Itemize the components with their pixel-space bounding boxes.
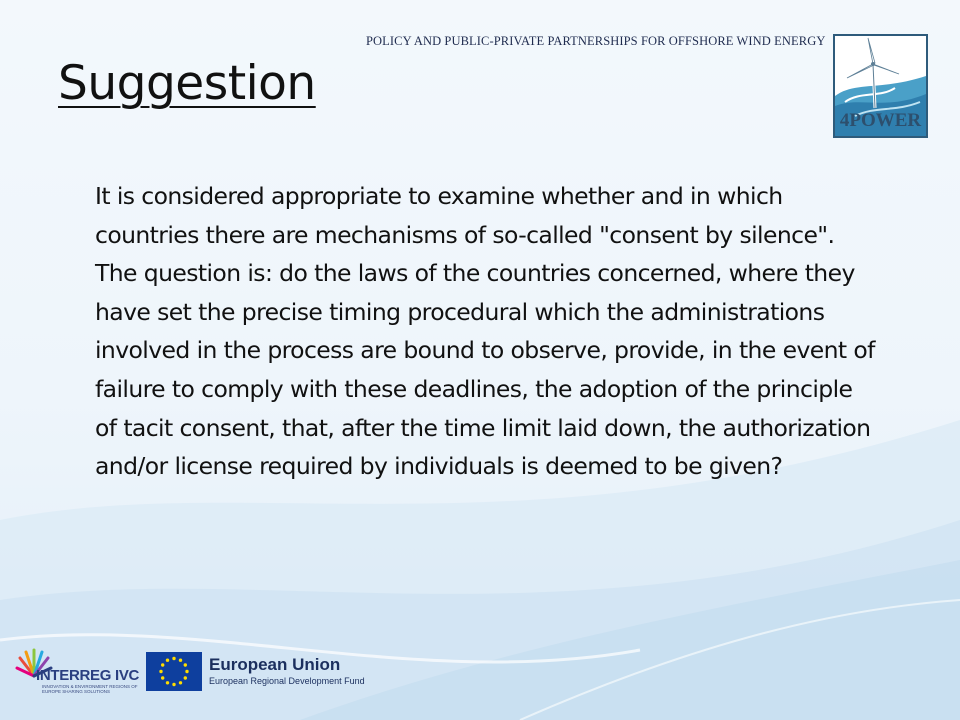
interreg-logo xyxy=(10,648,140,692)
eu-subtitle: European Regional Development Fund xyxy=(209,676,365,686)
eu-title: European Union xyxy=(209,655,341,674)
4power-logo xyxy=(833,34,928,138)
slide-title-text: Suggestion xyxy=(58,56,316,111)
eu-flag-icon xyxy=(146,652,202,691)
header-tagline: POLICY AND PUBLIC-PRIVATE PARTNERSHIPS FOR OFFSHORE WIND ENERGY xyxy=(366,34,826,48)
paragraph-1: It is considered appropriate to examine whether and in which countries there are mechanisms of so-called "consent by silence". xyxy=(95,182,835,249)
interreg-name: INTERREG IVC xyxy=(36,667,140,684)
logo-text: 4POWER xyxy=(839,110,922,131)
body-text xyxy=(95,177,875,486)
interreg-tagline: INNOVATION & ENVIRONMENT REGIONS OF EUROPE SHARING SOLUTIONS xyxy=(42,684,138,694)
paragraph-2: The question is: do the laws of the countries concerned, where they have set the precise timing procedural which the administrations involved in the process are bound to observe, provide, in the event of failure to comply with these deadlines, the adoption of the principle of tacit consent, that, after the time limit laid down, the authorization and/or license required by individuals is deemed to be given? xyxy=(95,259,875,481)
slide-title xyxy=(58,56,316,112)
